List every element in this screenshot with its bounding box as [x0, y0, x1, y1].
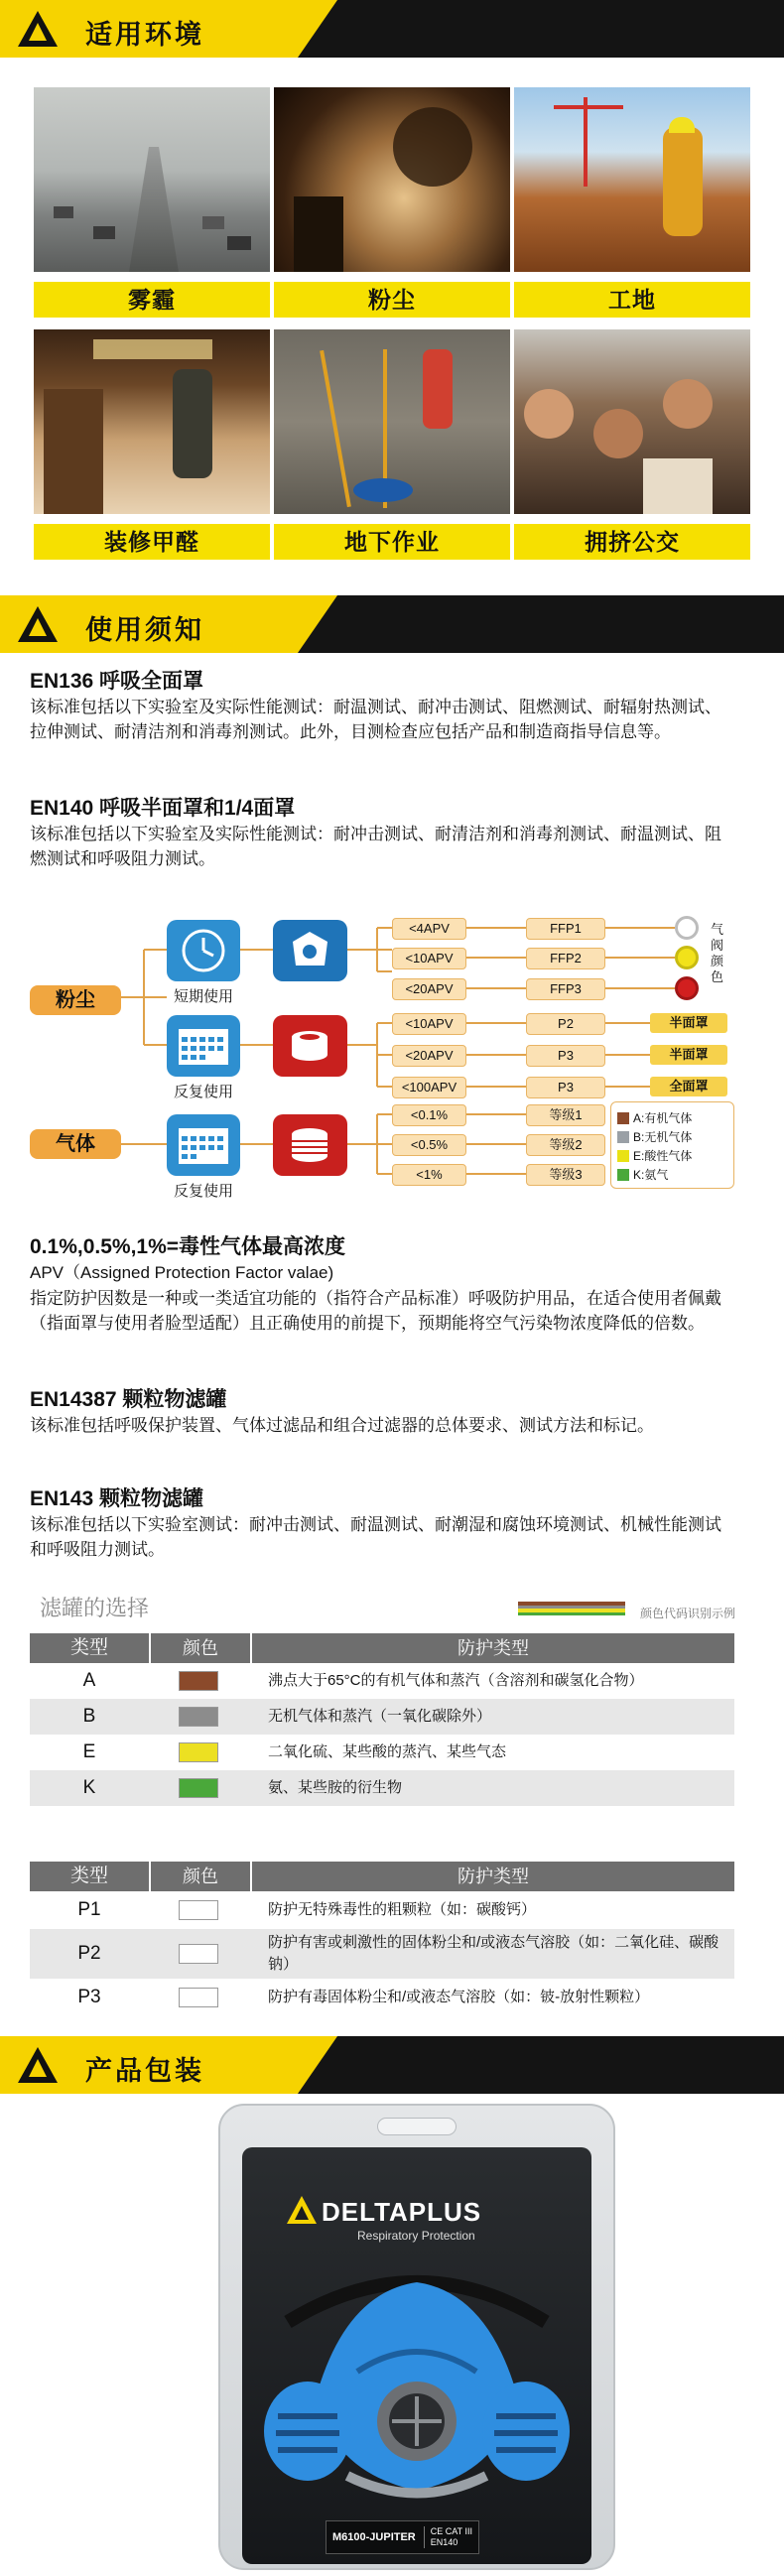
env-dust — [274, 87, 510, 318]
clock-icon — [167, 920, 240, 981]
repeat-use-label-1: 反复使用 — [173, 1084, 233, 1100]
en140-title: EN140 呼吸半面罩和1/4面罩 — [30, 797, 296, 820]
section-title: 使用须知 — [85, 615, 204, 645]
brand-subtitle: Respiratory Protection — [357, 2229, 475, 2243]
env-label-haze: 雾霾 — [34, 282, 270, 318]
half-mask-1: 半面罩 — [650, 1013, 727, 1033]
color-swatch — [179, 1707, 218, 1727]
en14387-title: EN14387 颗粒物滤罐 — [30, 1388, 227, 1411]
renovation-photo — [34, 329, 270, 514]
section-header-environment — [0, 0, 784, 58]
table-row: P1 防护无特殊毒性的粗颗粒（如：碳酸钙） — [77, 1899, 537, 1920]
p3-full-level: P3 — [526, 1077, 605, 1098]
full-mask: 全面罩 — [650, 1077, 727, 1096]
env-renovation — [34, 329, 270, 560]
gas-conc-1: <0.1% — [392, 1104, 466, 1126]
legend-swatch — [617, 1112, 629, 1124]
en136-title: EN136 呼吸全面罩 — [30, 670, 204, 693]
particle-filter-icon — [273, 1015, 347, 1077]
table-row: E 二氧化硫、某些酸的蒸汽、某些气态 — [82, 1741, 507, 1762]
legend-swatch — [617, 1131, 629, 1143]
section-header-instructions — [0, 595, 784, 653]
env-underground — [274, 329, 510, 560]
half-mask-2: 半面罩 — [650, 1045, 727, 1065]
valve-white-dot — [675, 916, 699, 940]
color-swatch — [179, 1671, 218, 1691]
deltaplus-logo-icon — [286, 2195, 318, 2225]
gas-conc-3: <1% — [392, 1164, 466, 1186]
en14387-body: 该标准包括呼吸保护装置、气体过滤品和组合过滤器的总体要求、测试方法和标记。 — [30, 1416, 654, 1435]
filter-title: 滤罐的选择 — [40, 1596, 150, 1620]
apv-body: 指定防护因数是一种或一类适宜功能的（指符合产品标准）呼吸防护用品，在适合使用者佩戴（指面罩与使用者脸型适配）且正确使用的前提下，预期能将空气污染物浓度降低的倍数。 — [30, 1289, 721, 1333]
table-row: P2 防护有害或刺激性的固体粉尘和/或液态气溶胶（如：二氧化硅、碳酸钠） — [30, 1929, 734, 1979]
p3-apv: <20APV — [392, 1045, 466, 1067]
p2-level: P2 — [526, 1013, 605, 1035]
section-title: 适用环境 — [85, 20, 204, 50]
table-header: 类型 颜色 防护类型 — [30, 1633, 734, 1663]
table-row: K 氨、某些胺的衍生物 — [30, 1770, 734, 1806]
protection-diagram — [0, 898, 784, 1200]
valve-yellow-dot — [675, 946, 699, 969]
color-swatch — [179, 1944, 218, 1964]
gas-level-1: 等级1 — [526, 1104, 605, 1126]
delta-logo-icon — [16, 2045, 60, 2085]
color-code-note: 颜色代码识别示例 — [640, 1607, 736, 1620]
table-row: P3 防护有毒固体粉尘和/或液态气溶胶（如：铍-放射性颗粒） — [77, 1987, 650, 2007]
model-label — [326, 2520, 479, 2554]
gas-label: 气体 — [30, 1129, 121, 1159]
gas-level-3: 等级3 — [526, 1164, 605, 1186]
p2-apv: <10APV — [392, 1013, 466, 1035]
standard-mark: EN140 — [430, 2537, 458, 2547]
ffp1-apv: <4APV — [392, 918, 466, 940]
short-use-label: 短期使用 — [173, 988, 233, 1005]
particle-filter-table — [30, 1862, 734, 2016]
color-swatch — [179, 1900, 218, 1920]
legend-item: B:无机气体 — [617, 1127, 727, 1146]
en140-body: 该标准包括以下实验室及实际性能测试：耐冲击测试、耐清洁剂和消毒剂测试、耐温测试、阻燃测试和呼吸阻力测试。 — [30, 825, 721, 868]
delta-logo-icon — [16, 9, 60, 49]
table-row: B 无机气体和蒸汽（一氧化碳除外） — [30, 1699, 734, 1735]
p3-level: P3 — [526, 1045, 605, 1067]
gas-conc-2: <0.5% — [392, 1134, 466, 1156]
env-label-dust: 粉尘 — [274, 282, 510, 318]
dust-photo — [274, 87, 510, 272]
dust-mask-icon — [273, 920, 347, 981]
concentration-title: 0.1%,0.5%,1%=毒性气体最高浓度 — [30, 1235, 346, 1258]
ffp1-level: FFP1 — [526, 918, 605, 940]
env-construction — [514, 87, 750, 318]
ffp3-apv: <20APV — [392, 978, 466, 1000]
en136-body: 该标准包括以下实验室及实际性能测试：耐温测试、耐冲击测试、阻燃测试、耐辐射热测试、拉伸测试、耐清洁剂和消毒剂测试。此外，目测检查应包括产品和制造商指导信息等。 — [30, 698, 721, 741]
en143-title: EN143 颗粒物滤罐 — [30, 1487, 204, 1510]
ffp3-level: FFP3 — [526, 978, 605, 1000]
underground-photo — [274, 329, 510, 514]
bus-photo — [514, 329, 750, 514]
legend-item: E:酸性气体 — [617, 1146, 727, 1165]
en143-body: 该标准包括以下实验室测试：耐冲击测试、耐温测试、耐潮湿和腐蚀环境测试、机械性能测试和呼吸阻力测试。 — [30, 1515, 721, 1559]
legend-swatch — [617, 1150, 629, 1162]
p3-full-apv: <100APV — [392, 1077, 466, 1098]
legend-swatch — [617, 1169, 629, 1181]
section-title: 产品包装 — [85, 2056, 204, 2086]
model-number: M6100-JUPITER — [332, 2531, 416, 2543]
env-haze — [34, 87, 270, 318]
dust-label: 粉尘 — [30, 985, 121, 1015]
calendar-icon — [167, 1114, 240, 1176]
gas-level-2: 等级2 — [526, 1134, 605, 1156]
valve-color-legend: 气阀颜色 — [711, 922, 724, 984]
env-label-bus: 拥挤公交 — [514, 524, 750, 560]
gas-filter-table — [30, 1633, 734, 1806]
calendar-icon — [167, 1015, 240, 1077]
color-swatch — [179, 1778, 218, 1798]
valve-red-dot — [675, 976, 699, 1000]
table-row: A 沸点大于65°C的有机气体和蒸汽（含溶剂和碳氢化合物） — [82, 1670, 644, 1691]
repeat-use-label-2: 反复使用 — [173, 1183, 233, 1200]
legend-item: K:氨气 — [617, 1165, 727, 1184]
delta-logo-icon — [16, 604, 60, 644]
haze-photo — [34, 87, 270, 272]
ffp2-apv: <10APV — [392, 948, 466, 969]
legend-item: A:有机气体 — [617, 1108, 727, 1127]
env-bus — [514, 329, 750, 560]
cert-mark: CE CAT III — [430, 2526, 472, 2536]
hang-slot — [377, 2118, 457, 2135]
env-label-renovation: 装修甲醛 — [34, 524, 270, 560]
table-header: 类型 颜色 防护类型 — [30, 1862, 734, 1891]
respirator-mask — [248, 2253, 586, 2511]
product-package — [218, 2104, 615, 2576]
ffp2-level: FFP2 — [526, 948, 605, 969]
gas-type-legend — [610, 1101, 734, 1189]
color-swatch — [179, 1742, 218, 1762]
brand-name: DELTAPLUS — [322, 2197, 482, 2227]
color-swatch — [179, 1988, 218, 2007]
construction-photo — [514, 87, 750, 272]
apv-definition: APV（Assigned Protection Factor valae) — [30, 1263, 334, 1282]
env-label-underground: 地下作业 — [274, 524, 510, 560]
env-label-construction: 工地 — [514, 282, 750, 318]
section-header-packaging — [0, 2036, 784, 2094]
gas-filter-icon — [273, 1114, 347, 1176]
color-code-strip — [518, 1602, 625, 1615]
